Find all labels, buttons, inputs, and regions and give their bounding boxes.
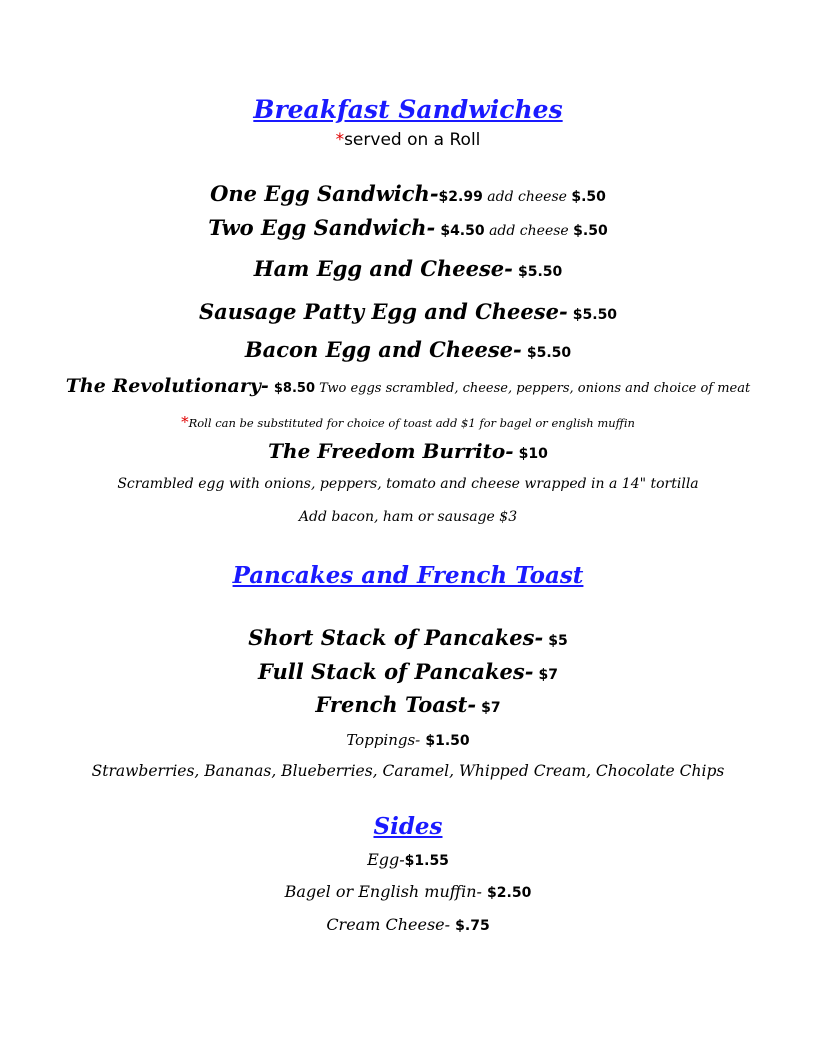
item-name: Two Egg Sandwich- [208, 215, 436, 240]
toppings-label: Toppings- [346, 731, 421, 749]
burrito-description: Scrambled egg with onions, peppers, tomato and cheese wrapped in a 14" tortilla [117, 476, 699, 492]
served-on-roll-note [0, 130, 816, 150]
item-price: $7 [481, 700, 501, 716]
menu-item-full-stack [0, 659, 816, 684]
menu-item-short-stack [0, 625, 816, 650]
item-name: Ham Egg and Cheese- [253, 256, 513, 281]
item-name: One Egg Sandwich- [210, 181, 439, 206]
note-asterisk: * [335, 130, 345, 150]
item-extra-price: $.50 [571, 189, 606, 205]
item-price: $.75 [455, 918, 490, 934]
note-text: served on a Roll [344, 130, 481, 150]
breakfast-heading: Breakfast Sandwiches [253, 95, 563, 124]
burrito-addon: Add bacon, ham or sausage $3 [298, 509, 518, 525]
item-price: $4.50 [440, 223, 485, 239]
menu-item-ham-egg-cheese [0, 256, 816, 281]
note-text: Roll can be substituted for choice of toast add $1 for bagel or english muffin [188, 416, 635, 430]
item-price: $5.50 [517, 264, 563, 280]
item-price: $7 [538, 667, 559, 683]
menu-item-sausage-patty [0, 299, 816, 324]
item-price: $2.50 [487, 885, 532, 901]
pancakes-heading: Pancakes and French Toast [232, 562, 584, 589]
item-description: Two eggs scrambled, cheese, peppers, onions and choice of meat [315, 381, 751, 396]
item-name: Bagel or English muffin- [284, 882, 482, 901]
item-price: $2.99 [438, 189, 483, 205]
toppings-price: $1.50 [425, 733, 470, 749]
toppings-line [0, 730, 816, 749]
item-name: French Toast- [315, 692, 477, 717]
item-name: The Freedom Burrito- [268, 439, 514, 463]
item-name: Bacon Egg and Cheese- [244, 337, 522, 362]
toppings-list: Strawberries, Bananas, Blueberries, Caramel, Whipped Cream, Chocolate Chips [91, 762, 725, 780]
item-extra: add cheese [482, 189, 572, 205]
menu-item-revolutionary [0, 375, 816, 397]
menu-item-cream-cheese [0, 915, 816, 934]
item-extra-price: $.50 [573, 223, 608, 239]
sides-heading: Sides [373, 813, 443, 840]
item-name: Full Stack of Pancakes- [257, 659, 534, 684]
item-name: The Revolutionary- [65, 375, 269, 397]
menu-item-french-toast [0, 692, 816, 717]
note-asterisk: * [181, 413, 189, 431]
menu-item-bacon-egg-cheese [0, 337, 816, 362]
item-name: Egg- [367, 850, 405, 869]
item-price: $10 [518, 446, 548, 462]
item-extra: add cheese [484, 223, 574, 239]
item-name: Cream Cheese- [326, 915, 451, 934]
item-name: Short Stack of Pancakes- [248, 625, 544, 650]
item-price: $5 [548, 633, 568, 649]
item-price: $1.55 [404, 853, 449, 869]
menu-item-bagel [0, 882, 816, 901]
menu-item-one-egg [0, 181, 816, 206]
menu-item-egg [0, 850, 816, 869]
menu-item-freedom-burrito [0, 439, 816, 463]
item-price: $5.50 [572, 307, 618, 323]
substitution-note [0, 413, 816, 431]
item-price: $8.50 [273, 381, 316, 396]
item-price: $5.50 [526, 345, 572, 361]
item-name: Sausage Patty Egg and Cheese- [198, 299, 568, 324]
menu-item-two-egg [0, 215, 816, 240]
